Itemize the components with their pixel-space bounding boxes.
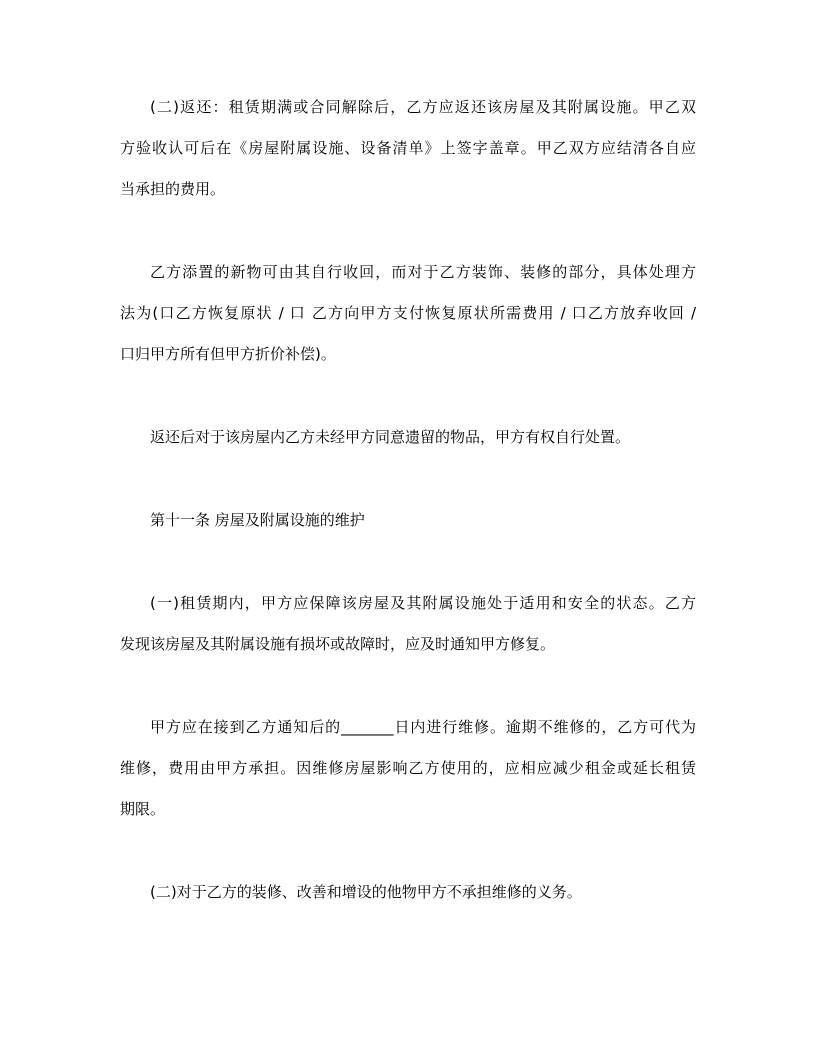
paragraph-return-line-1: (二)返还：租赁期满或合同解除后，乙方应返还该房屋及其附属设施。甲乙双	[150, 98, 696, 116]
paragraph-return-line-2: 方验收认可后在《房屋附属设施、设备清单》上签字盖章。甲乙双方应结清各自应	[120, 139, 696, 157]
paragraph-repair-deadline-line-3: 期限。	[120, 800, 166, 818]
paragraph-new-items-line-1: 乙方添置的新物可由其自行收回，而对于乙方装饰、装修的部分，具体处理方	[150, 263, 696, 281]
paragraph-maintenance-1-line-2: 发现该房屋及其附属设施有损坏或故障时，应及时通知甲方修复。	[120, 635, 556, 653]
paragraph-return-line-3: 当承担的费用。	[120, 180, 226, 198]
paragraph-left-items-line-1: 返还后对于该房屋内乙方未经甲方同意遗留的物品，甲方有权自行处置。	[150, 428, 631, 446]
paragraph-repair-deadline-line-2: 维修，费用由甲方承担。因维修房屋影响乙方使用的，应相应减少租金或延长租赁	[120, 759, 696, 777]
paragraph-new-items-line-2: 法为(口乙方恢复原状 / 口 乙方向甲方支付恢复原状所需费用 / 口乙方放弃收回 /	[120, 304, 696, 322]
paragraph-new-items-line-3: 口归甲方所有但甲方折价补偿)。	[120, 345, 336, 363]
paragraph-repair-deadline-line-1: 甲方应在接到乙方通知后的_______日内进行维修。逾期不维修的，乙方可代为	[150, 718, 696, 736]
paragraph-maintenance-2-line-1: (二)对于乙方的装修、改善和增设的他物甲方不承担维修的义务。	[150, 883, 582, 901]
article-heading: 第十一条 房屋及附属设施的维护	[150, 511, 365, 529]
paragraph-maintenance-1-line-1: (一)租赁期内，甲方应保障该房屋及其附属设施处于适用和安全的状态。乙方	[150, 594, 696, 612]
